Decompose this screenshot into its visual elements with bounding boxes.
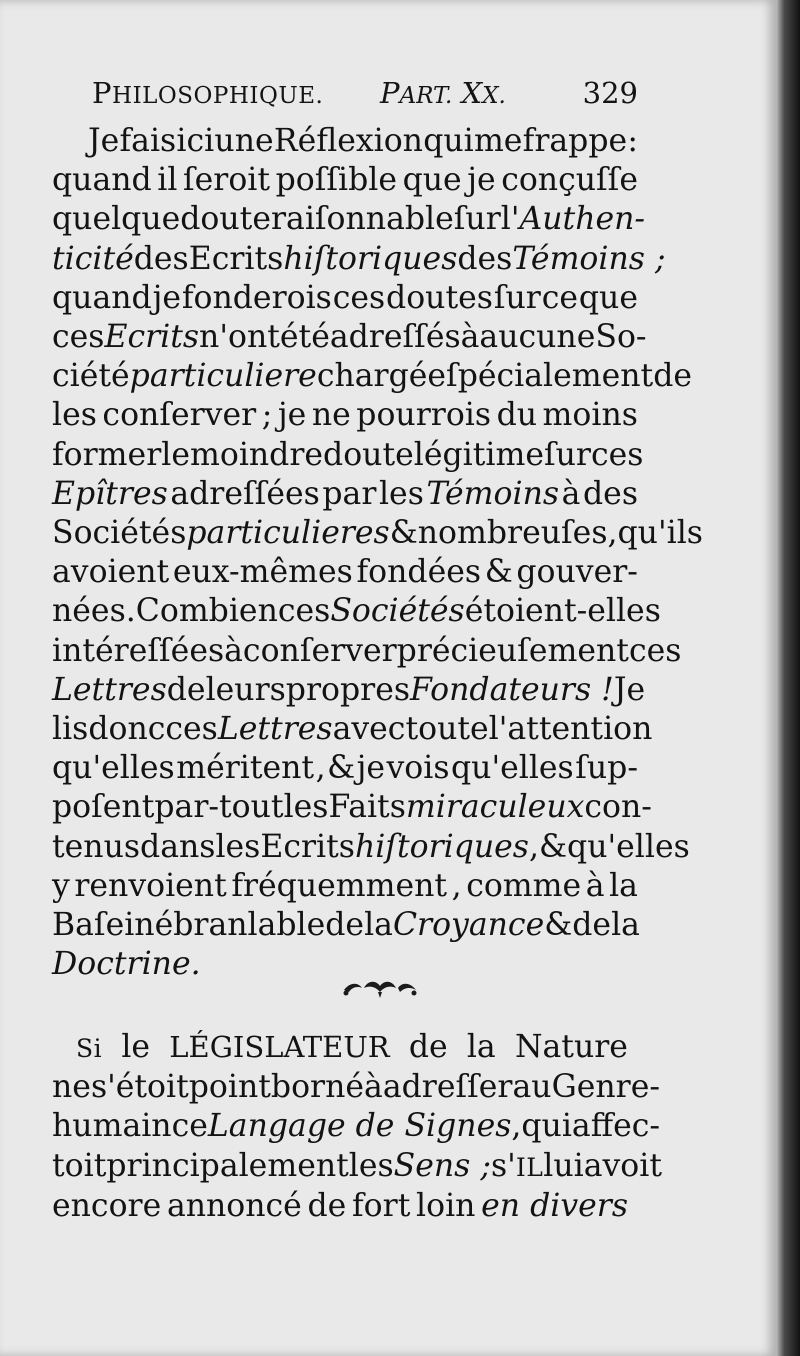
paragraph-1-line: quand il ſeroit poſſible que je conçuſſe	[52, 162, 638, 199]
paragraph-2-line: ne s'étoit point borné à adreſſer au Genre-	[52, 1069, 661, 1106]
running-title: PHILOSOPHIQUE.	[92, 76, 324, 110]
fleuron-ornament-icon	[340, 976, 420, 1000]
paragraph-1-line: Sociétés particulieres & nombreuſes , qu'ils	[52, 515, 703, 552]
paragraph-1-line: ces Ecrits n'ont été adreſſés à aucune So-	[52, 319, 647, 356]
paragraph-1-line: Je fais ici une Réflexion qui me frappe :	[88, 123, 638, 159]
paragraph-1-line: les conſerver ; je ne pourrois du moins	[52, 397, 638, 434]
paragraph-1-line: poſent par-tout les Faits miraculeux con-	[52, 789, 652, 826]
paragraph-1-line: nées. Combien ces Sociétés étoient-elles	[52, 593, 661, 630]
paragraph-1-line: lis donc ces Lettres avec toute l'attention	[52, 711, 653, 748]
paragraph-1	[52, 122, 703, 984]
paragraph-1-line: former le moindre doute légitime ſur ces	[52, 436, 644, 473]
paragraph-2-line: encore annoncé de fort loin en divers	[52, 1187, 628, 1224]
paragraph-1-line: tenus dans les Ecrits hiſtoriques , & qu'elles	[52, 828, 690, 865]
part-label: PART. XX.	[380, 76, 506, 110]
paragraph-1-line: Doctrine.	[52, 946, 201, 983]
running-header	[92, 72, 638, 116]
paragraph-1-line: quand je fonderois ces doutes ſur ce que	[52, 279, 638, 316]
paragraph-1-line: Epîtres adreſſées par les Témoins à des	[52, 475, 638, 512]
paragraph-2	[52, 1028, 663, 1226]
paragraph-2-line: humain ce Langage de Signes , qui affec-	[52, 1108, 661, 1145]
paragraph-1-line: Baſe inébranlable de la Croyance & de la	[52, 907, 640, 944]
page-edge-shadow	[776, 0, 800, 1356]
paragraph-1-line: qu'elles méritent , & je vois qu'elles ſup-	[52, 750, 638, 787]
paragraph-1-line: y renvoient fréquemment , comme à la	[52, 867, 638, 904]
paragraph-1-line: ticité des Ecrits hiſtoriques des Témoins ;	[52, 240, 666, 277]
paragraph-2-line: Si le LÉGISLATEUR de la Nature	[76, 1029, 628, 1065]
paragraph-1-line: Lettres de leurs propres Fondateurs ! Je	[52, 671, 646, 708]
page-number: 329	[582, 76, 638, 110]
paragraph-1-line: intéreſſées à conſerver précieuſement ces	[52, 632, 682, 669]
paragraph-2-line: toit principalement les Sens ; s'IL lui avoit	[52, 1147, 663, 1184]
paragraph-1-line: avoient eux-mêmes fondées & gouver-	[52, 554, 638, 591]
paragraph-1-line: ciété particuliere chargée ſpécialement de	[52, 358, 692, 395]
paragraph-1-line: quelque doute raiſonnable ſur l'Authen-	[52, 201, 646, 238]
